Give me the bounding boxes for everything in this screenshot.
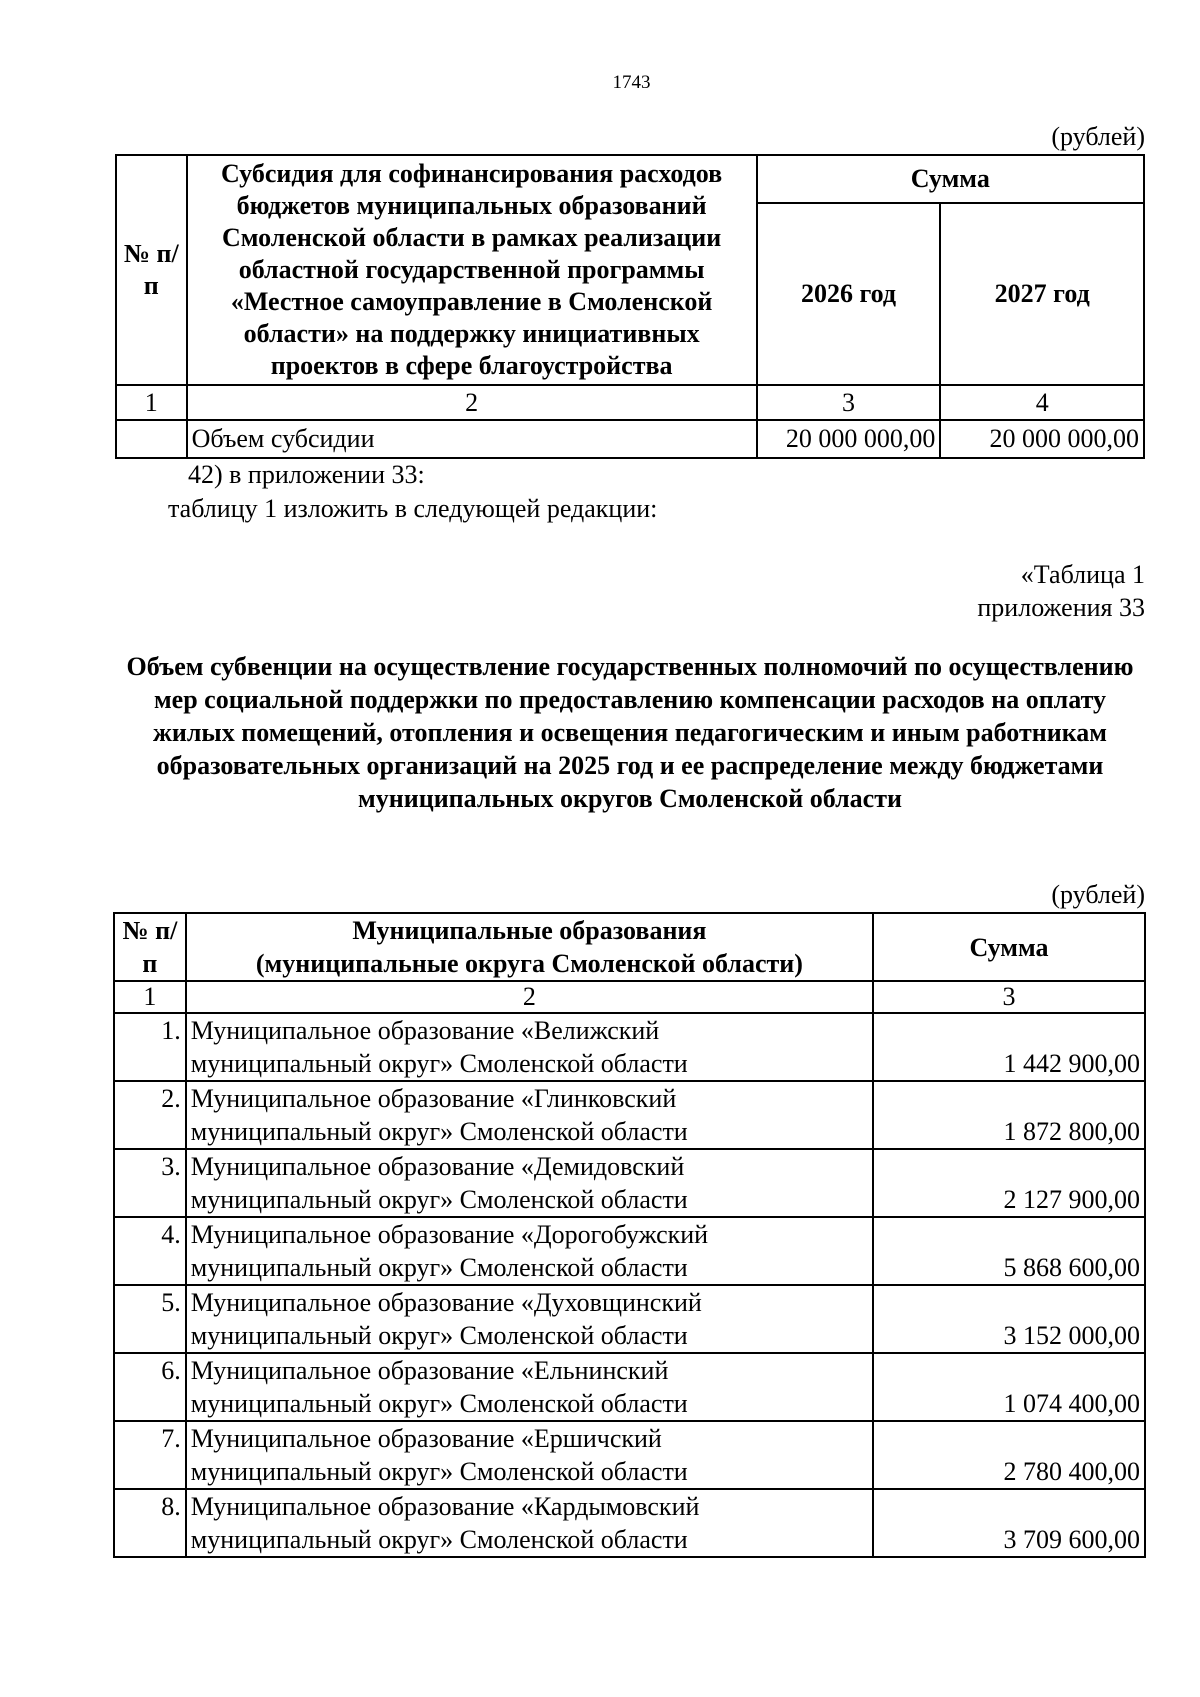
subsidy-table bbox=[115, 154, 1145, 459]
row-name-line1: Муниципальное образование «Глинковский bbox=[190, 1084, 677, 1113]
row-amount: 1 872 800,00 bbox=[873, 1081, 1145, 1149]
row-name bbox=[186, 1489, 873, 1557]
caption-line1: «Таблица 1 bbox=[1020, 560, 1145, 589]
row-index: 5. bbox=[114, 1285, 186, 1353]
row-name-line2: муниципальный округ» Смоленской области bbox=[190, 1525, 688, 1554]
row-name-line1: Муниципальное образование «Ершичский bbox=[190, 1424, 662, 1453]
row-name-line1: Муниципальное образование «Демидовский bbox=[190, 1152, 685, 1181]
t1-colnum: 4 bbox=[940, 385, 1144, 420]
row-amount: 5 868 600,00 bbox=[873, 1217, 1145, 1285]
caption-line2: приложения 33 bbox=[977, 593, 1145, 622]
table-row bbox=[114, 1149, 1145, 1217]
table1-unit: (рублей) bbox=[1051, 122, 1145, 151]
t1-row-empty bbox=[116, 420, 187, 458]
row-name bbox=[186, 1421, 873, 1489]
row-amount: 2 127 900,00 bbox=[873, 1149, 1145, 1217]
row-name bbox=[186, 1353, 873, 1421]
row-name-line1: Муниципальное образование «Кардымовский bbox=[190, 1492, 700, 1521]
row-amount: 1 442 900,00 bbox=[873, 1013, 1145, 1081]
row-name-line2: муниципальный округ» Смоленской области bbox=[190, 1253, 688, 1282]
t1-colnum: 2 bbox=[187, 385, 757, 420]
row-name-line1: Муниципальное образование «Дорогобужский bbox=[190, 1220, 709, 1249]
row-name-line1: Муниципальное образование «Духовщинский bbox=[190, 1288, 702, 1317]
row-amount: 1 074 400,00 bbox=[873, 1353, 1145, 1421]
row-name-line2: муниципальный округ» Смоленской области bbox=[190, 1117, 688, 1146]
table-row bbox=[114, 1217, 1145, 1285]
row-index: 6. bbox=[114, 1353, 186, 1421]
row-name-line2: муниципальный округ» Смоленской области bbox=[190, 1389, 688, 1418]
row-name-line1: Муниципальное образование «Ельнинский bbox=[190, 1356, 669, 1385]
t1-header-desc: Субсидия для софинансирования расходов бюджетов муниципальных образований Смоленской области в рамках реализации областной государственной программы «Местное самоуправление в Смоленской области» на поддержку инициативных проектов в сфере благоустройства bbox=[187, 155, 757, 385]
row-name bbox=[186, 1081, 873, 1149]
row-name-line1: Муниципальное образование «Велижский bbox=[190, 1016, 660, 1045]
t2-header-sum: Сумма bbox=[873, 913, 1145, 981]
t2-header-name-line1: Муниципальные образования bbox=[352, 916, 707, 945]
t1-header-year1: 2026 год bbox=[757, 203, 941, 385]
t1-header-year2: 2027 год bbox=[940, 203, 1144, 385]
t1-row-val1: 20 000 000,00 bbox=[757, 420, 941, 458]
t1-row-label: Объем субсидии bbox=[187, 420, 757, 458]
t1-header-sum: Сумма bbox=[757, 155, 1144, 203]
t2-colnum: 2 bbox=[186, 981, 873, 1013]
table-caption bbox=[977, 558, 1145, 624]
table-row bbox=[114, 1421, 1145, 1489]
page-number: 1743 bbox=[612, 72, 651, 93]
table-row bbox=[114, 1285, 1145, 1353]
row-name-line2: муниципальный округ» Смоленской области bbox=[190, 1457, 688, 1486]
row-amount: 2 780 400,00 bbox=[873, 1421, 1145, 1489]
table-heading: Объем субвенции на осуществление государственных полномочий по осуществлению мер социальной поддержки по предоставлению компенсации расходов на оплату жилых помещений, отопления и освещения педагогическим и иным работникам образовательных организаций на 2025 год и ее распределение между бюджетами муниципальных округов Смоленской области bbox=[126, 652, 1134, 813]
row-index: 4. bbox=[114, 1217, 186, 1285]
row-name bbox=[186, 1285, 873, 1353]
row-index: 2. bbox=[114, 1081, 186, 1149]
t2-colnum: 1 bbox=[114, 981, 186, 1013]
row-name bbox=[186, 1217, 873, 1285]
row-index: 3. bbox=[114, 1149, 186, 1217]
row-index: 1. bbox=[114, 1013, 186, 1081]
row-name-line2: муниципальный округ» Смоленской области bbox=[190, 1321, 688, 1350]
row-amount: 3 152 000,00 bbox=[873, 1285, 1145, 1353]
table2-unit: (рублей) bbox=[1051, 880, 1145, 909]
row-index: 8. bbox=[114, 1489, 186, 1557]
t1-row-val2: 20 000 000,00 bbox=[940, 420, 1144, 458]
row-amount: 3 709 600,00 bbox=[873, 1489, 1145, 1557]
row-name-line2: муниципальный округ» Смоленской области bbox=[190, 1049, 688, 1078]
table-row bbox=[114, 1081, 1145, 1149]
t1-colnum: 1 bbox=[116, 385, 187, 420]
t1-header-num: № п/п bbox=[116, 155, 187, 385]
row-index: 7. bbox=[114, 1421, 186, 1489]
row-name bbox=[186, 1149, 873, 1217]
row-name bbox=[186, 1013, 873, 1081]
table-row bbox=[114, 1013, 1145, 1081]
t2-header-num: № п/п bbox=[114, 913, 186, 981]
table-row bbox=[114, 1489, 1145, 1557]
t2-header-name-line2: (муниципальные округа Смоленской области) bbox=[255, 949, 803, 978]
t1-colnum: 3 bbox=[757, 385, 941, 420]
amendment-instruction: таблицу 1 изложить в следующей редакции: bbox=[168, 494, 658, 523]
row-name-line2: муниципальный округ» Смоленской области bbox=[190, 1185, 688, 1214]
t2-colnum: 3 bbox=[873, 981, 1145, 1013]
subvention-table bbox=[113, 912, 1146, 1558]
table-row bbox=[114, 1353, 1145, 1421]
amendment-item: 42) в приложении 33: bbox=[188, 460, 425, 489]
t2-header-name bbox=[186, 913, 873, 981]
